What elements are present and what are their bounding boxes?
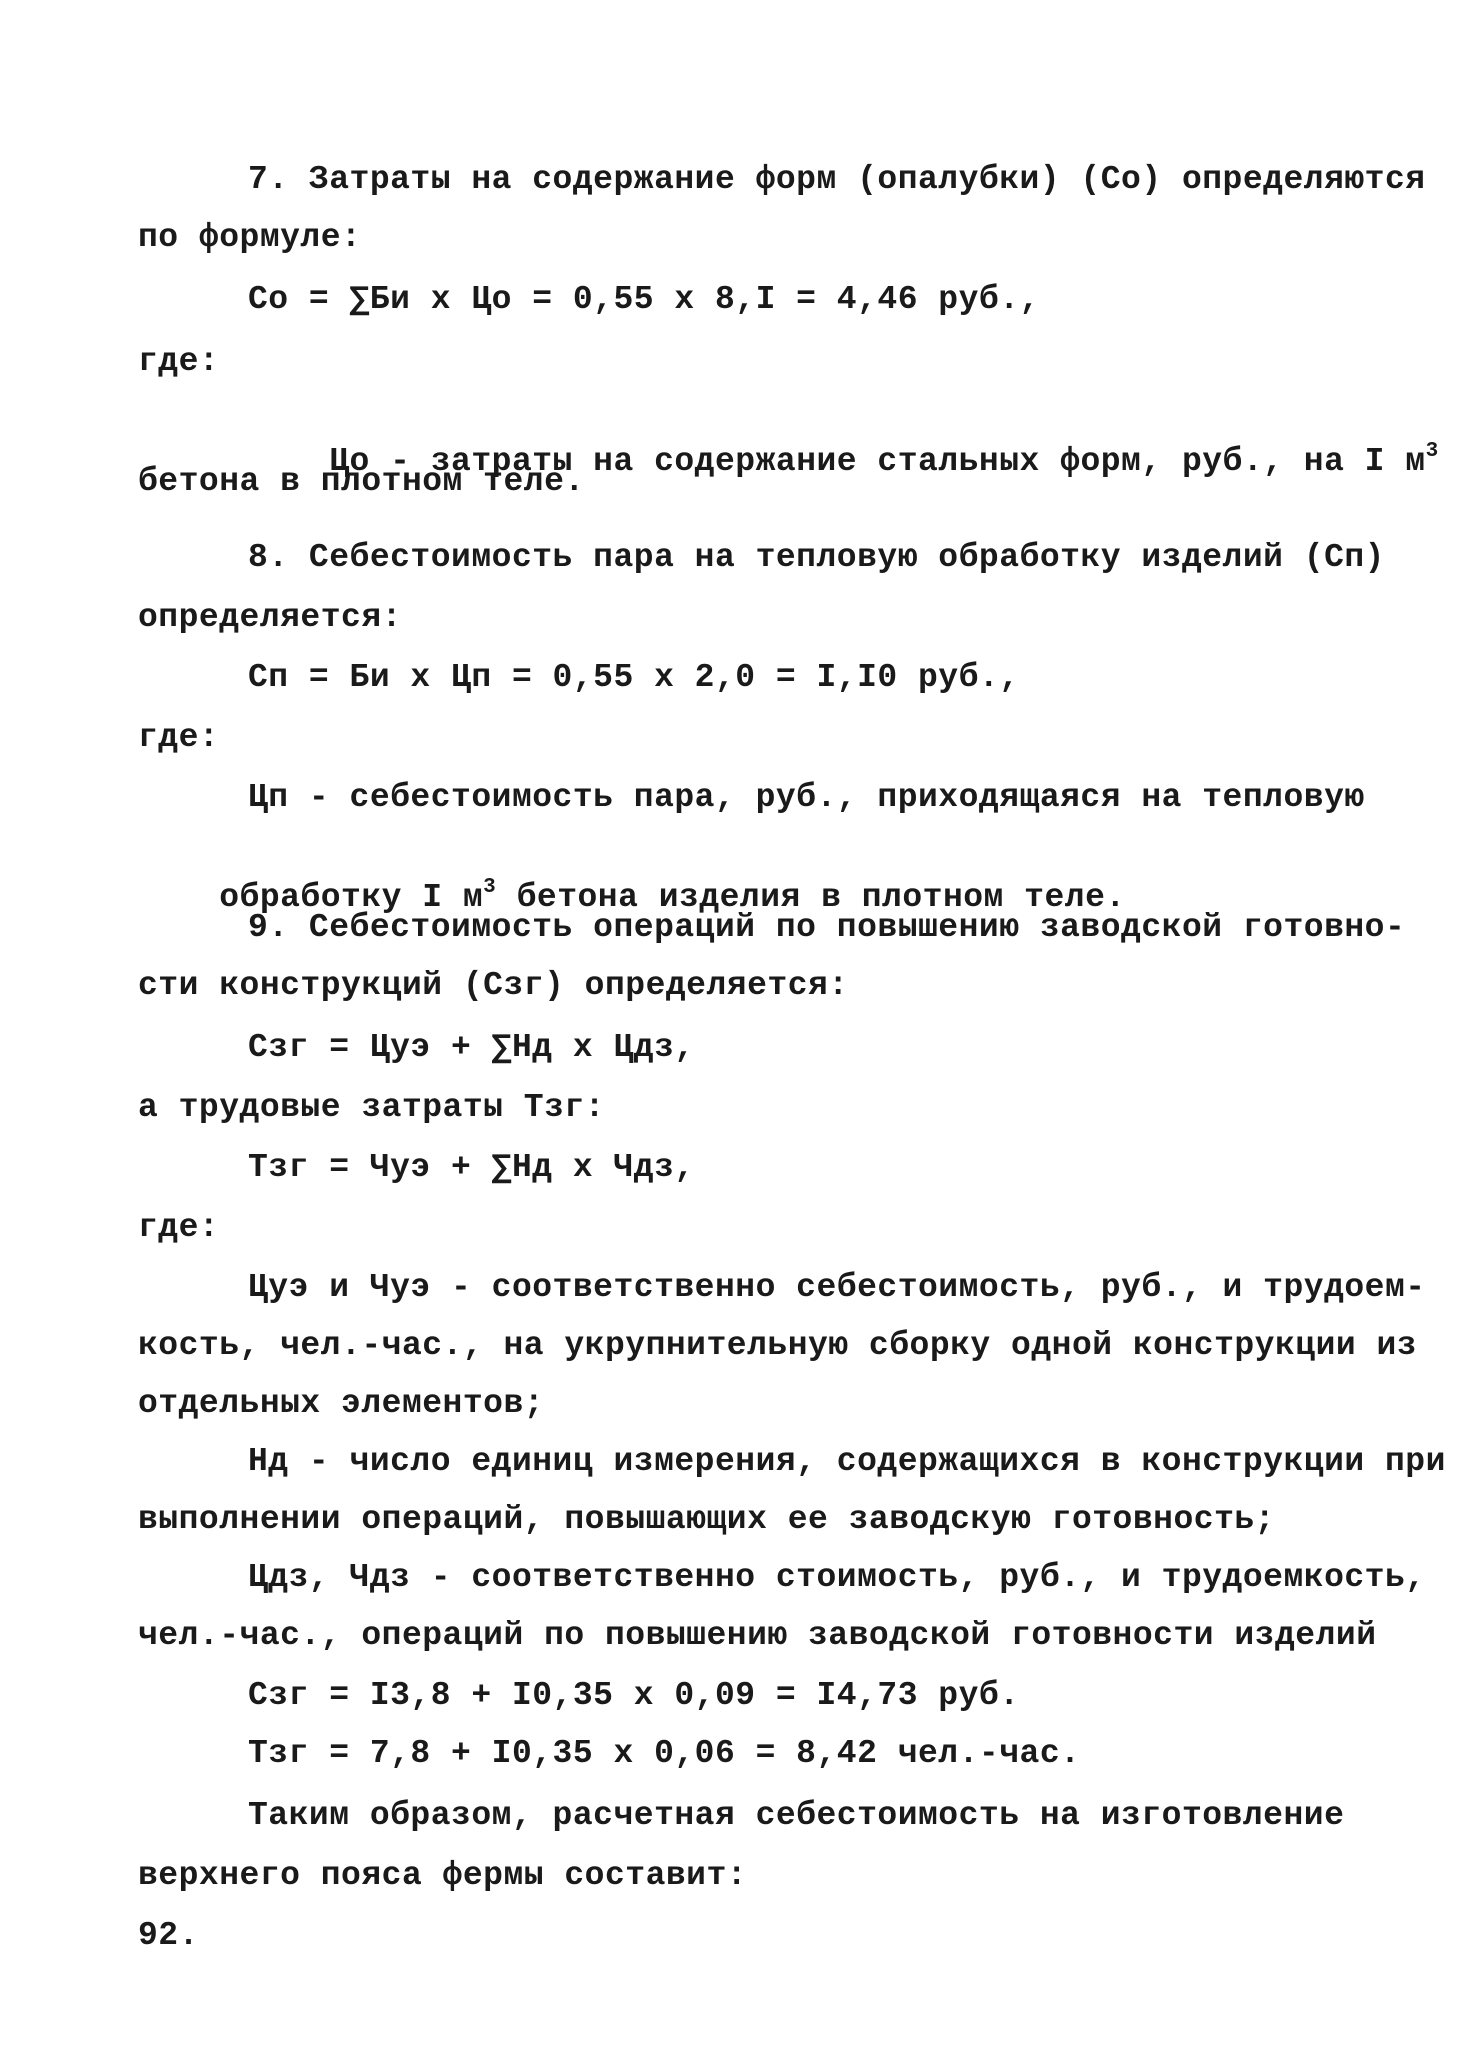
conclusion-line-2: верхнего пояса фермы составит: xyxy=(138,1857,748,1894)
superscript-cubic: 3 xyxy=(483,876,497,899)
where-label: где: xyxy=(138,343,220,380)
where-label: где: xyxy=(138,719,220,756)
labor-intro: а трудовые затраты Тзг: xyxy=(138,1089,605,1126)
definition-co-line-2: бетона в плотном теле. xyxy=(138,463,585,500)
definition-cdz-line-1: Цдз, Чдз - соответственно стоимость, руб., и трудоемкость, xyxy=(248,1559,1426,1596)
definition-cue-line-2: кость, чел.-час., на укрупнительную сборку одной конструкции из xyxy=(138,1327,1418,1364)
calc-szg: Сзг = I3,8 + I0,35 х 0,09 = I4,73 руб. xyxy=(248,1677,1020,1714)
formula-co: Со = ∑Би х Цо = 0,55 х 8,I = 4,46 руб., xyxy=(248,281,1040,318)
definition-cp-text-b: бетона изделия в плотном теле. xyxy=(496,879,1126,916)
paragraph-8-line-2: определяется: xyxy=(138,599,402,636)
superscript-cubic: 3 xyxy=(1425,440,1439,463)
definition-nd-line-2: выполнении операций, повышающих ее заводскую готовность; xyxy=(138,1501,1275,1538)
paragraph-9-line-1: 9. Себестоимость операций по повышению заводской готовно- xyxy=(248,909,1406,946)
formula-sp: Сп = Би х Цп = 0,55 х 2,0 = I,I0 руб., xyxy=(248,659,1020,696)
where-label: где: xyxy=(138,1209,220,1246)
definition-cue-line-1: Цуэ и Чуэ - соответственно себестоимость, руб., и трудоем- xyxy=(248,1269,1426,1306)
definition-nd-line-1: Нд - число единиц измерения, содержащихся в конструкции при xyxy=(248,1443,1446,1480)
paragraph-7-line-1: 7. Затраты на содержание форм (опалубки) (Со) определяются xyxy=(248,161,1426,198)
page-number: 92. xyxy=(138,1917,199,1954)
paragraph-8-line-1: 8. Себестоимость пара на тепловую обработку изделий (Сп) xyxy=(248,539,1385,576)
calc-tzg: Тзг = 7,8 + I0,35 х 0,06 = 8,42 чел.-час. xyxy=(248,1735,1081,1772)
paragraph-9-line-2: сти конструкций (Сзг) определяется: xyxy=(138,967,849,1004)
definition-co-text: Цо - затраты на содержание стальных форм, руб., на I м xyxy=(329,443,1426,480)
definition-cue-line-3: отдельных элементов; xyxy=(138,1385,545,1422)
definition-cp-text-a: обработку I м xyxy=(219,879,484,916)
definition-cp-line-1: Цп - себестоимость пара, руб., приходящаяся на тепловую xyxy=(248,779,1365,816)
conclusion-line-1: Таким образом, расчетная себестоимость на изготовление xyxy=(248,1797,1345,1834)
formula-tzg: Тзг = Чуэ + ∑Нд х Чдз, xyxy=(248,1149,695,1186)
formula-szg: Сзг = Цуэ + ∑Нд х Цдз, xyxy=(248,1029,695,1066)
paragraph-7-line-2: по формуле: xyxy=(138,219,362,256)
definition-cdz-line-2: чел.-час., операций по повышению заводской готовности изделий xyxy=(138,1617,1377,1654)
